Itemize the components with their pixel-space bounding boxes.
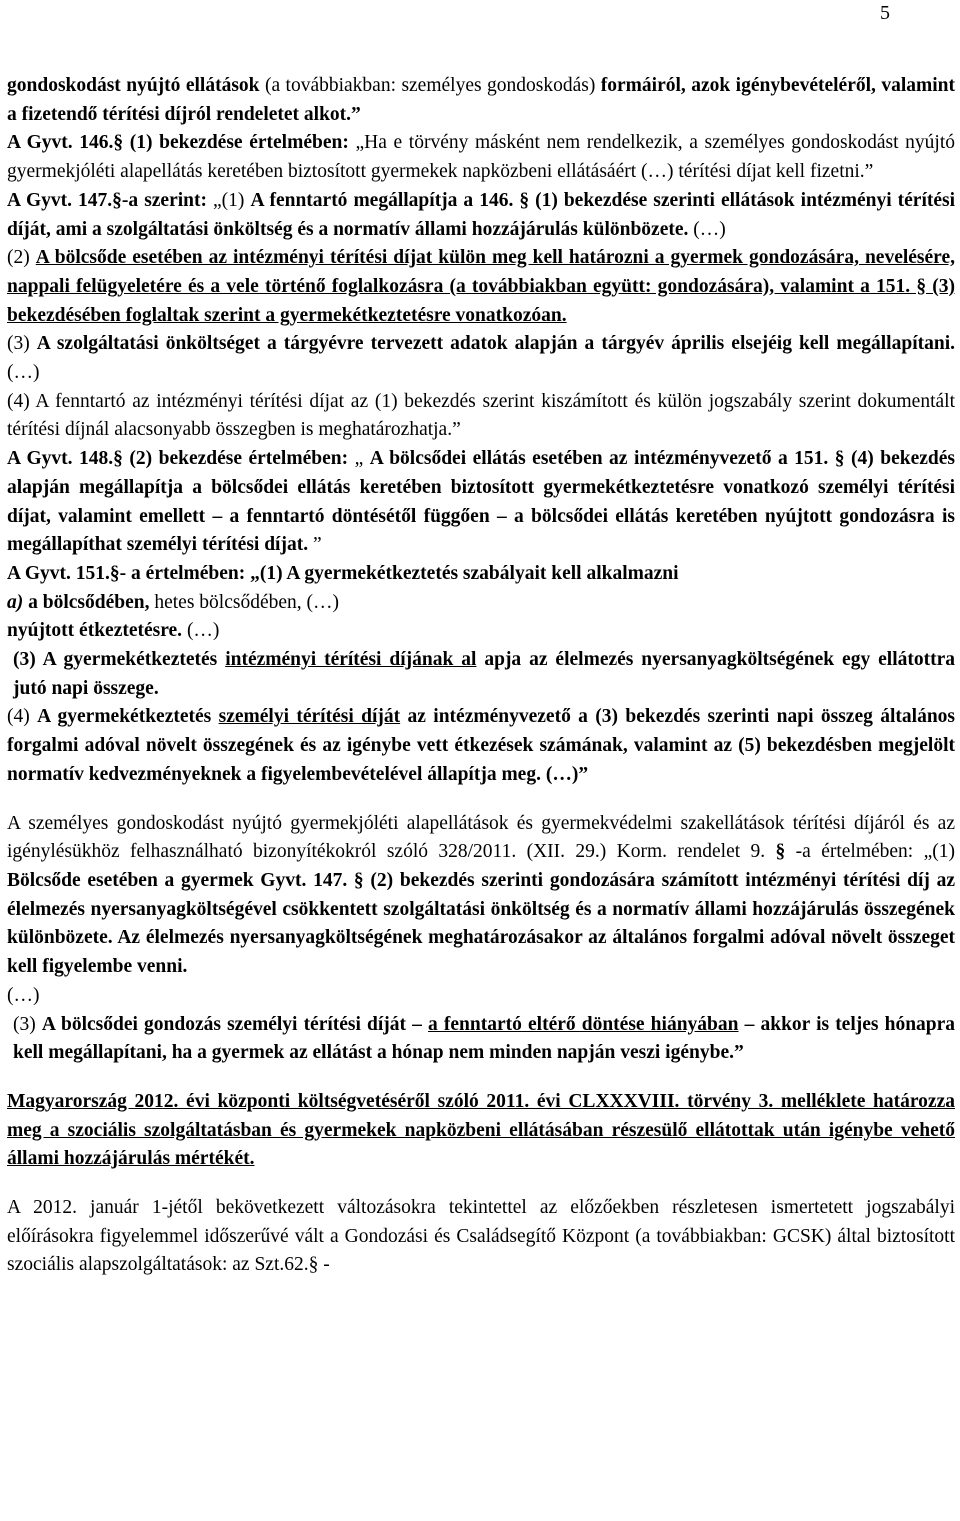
text-run: (a továbbiakban: személyes gondoskodás) xyxy=(264,75,596,96)
text-run: (4) A fenntartó az intézményi térítési díjat az (1) bekezdés szerint kiszámított és külön jogszabály szerint dokumentált térítési díjnál alacsonyabb összegben is meghatározhatja.” xyxy=(7,390,955,441)
text-run: A bölcsődei ellátás esetében az intézményvezető a 151. § (4) bekezdés alapján megállapítja a bölcsődei ellátás keretében biztosított gyermekétkeztetésre vonatkozó személyi térítési díjat, valamint emellett – a fenntartó döntésétől függően – a bölcsődei ellátás keretében nyújtott gondozásra is megállapíthat személyi térítési díjat. xyxy=(7,448,955,556)
text-run: Bölcsőde esetében a gyermek Gyvt. 147. § (2) bekezdés szerinti gondozására számított intézményi térítési díj az élelmezés nyersanyagköltségével csökkentett szolgáltatási önköltség és a normatív állami hozzájárulás összegének különbözete. Az élelmezés nyersanyagköltségének meghatározásakor az általános forgalmi adóval növelt összeget kell figyelembe venni. xyxy=(7,869,955,978)
text-run: – akkor is teljes hónapra kell megállapítani, ha a gyermek az ellátást a hónap nem minden napján veszi igénybe.” xyxy=(13,1013,956,1064)
paragraph-b7 xyxy=(7,445,955,560)
text-run: § xyxy=(775,841,786,863)
text-run: (…) xyxy=(186,620,220,642)
text-run: A szolgáltatási önköltséget a tárgyévre tervezett adatok alapján a tárgyév április elsejéig kell megállapítani. xyxy=(36,333,955,355)
text-run: a bölcsődében, xyxy=(28,591,150,613)
paragraph-gap xyxy=(7,790,955,810)
text-run: a) xyxy=(7,591,24,613)
text-run: formáiról, azok igénybevételéről, valamint a fizetendő térítési díjról rendeletet alkot.” xyxy=(7,75,956,125)
text-run: A gyermekétkeztetés xyxy=(37,706,212,728)
paragraph-b2 xyxy=(7,129,955,186)
text-run: (…) xyxy=(7,984,40,1006)
paragraph-b12 xyxy=(7,703,955,789)
paragraph-b6 xyxy=(7,388,955,445)
text-run: A bölcsőde esetében az intézményi térítési díjat külön meg kell határozni a gyermek gondozására, nevelésére, nappali felügyeletére és a vele történő foglalkozásra (a továbbiakban együtt: gondozására), valamint a 151. § (3) bekezdésében foglaltak szerint a gyermekétkeztetésre vonatkozóan. xyxy=(7,247,955,326)
text-run: A fenntartó megállapítja a 146. § (1) bekezdése szerinti ellátások intézményi térítési díját, ami a szolgáltatási önköltség és a normatív állami hozzájárulás különbözete. xyxy=(7,189,956,240)
text-run: személyi térítési díját xyxy=(218,706,401,728)
paragraph-b8 xyxy=(7,560,955,589)
text-run: „(1) xyxy=(213,189,245,211)
text-run: -a értelmében: „(1) xyxy=(795,841,955,863)
paragraph-b5 xyxy=(7,330,955,387)
text-run: (3) A gyermekétkeztetés xyxy=(13,649,218,671)
paragraph-b13 xyxy=(7,810,955,982)
paragraph-b4 xyxy=(7,244,955,330)
text-run: (…) xyxy=(693,218,726,240)
text-run: A Gyvt. 148.§ (2) bekezdése értelmében: xyxy=(7,448,349,470)
text-run: apja az élelmezés nyersanyagköltségének egy ellátottra jutó napi összege. xyxy=(13,649,956,699)
text-run: ” xyxy=(312,534,322,556)
paragraph-b16 xyxy=(7,1088,955,1174)
text-run: nyújtott étkeztetésre. xyxy=(7,620,183,642)
text-run: (…) xyxy=(7,362,40,384)
paragraph-b14 xyxy=(7,982,955,1011)
paragraph-gap xyxy=(7,1068,955,1088)
text-run: A bölcsődei gondozás személyi térítési díját – xyxy=(41,1013,422,1035)
text-run: (3) xyxy=(7,333,30,355)
text-run: intézményi térítési díjának al xyxy=(225,649,477,671)
paragraph-b15 xyxy=(7,1011,955,1068)
text-run: (3) xyxy=(13,1013,36,1035)
text-run: gondoskodást nyújtó ellátások xyxy=(7,75,260,96)
document-body xyxy=(7,72,955,1280)
text-run: „ xyxy=(354,448,364,470)
text-run: A 2012. január 1-jétől bekövetkezett változásokra tekintettel az előzőekben részletesen ismertetett jogszabályi előírásokra figyelemmel időszerűvé vált a Gondozási és Családsegítő Központ (a továbbiakban: GCSK) által biztosított szociális alapszolgáltatások: az Szt.62.§ - xyxy=(7,1197,955,1276)
text-run: hetes bölcsődében, (…) xyxy=(154,591,340,613)
paragraph-b3 xyxy=(7,187,955,244)
text-run: a fenntartó eltérő döntése hiányában xyxy=(428,1013,739,1035)
paragraph-b17 xyxy=(7,1194,955,1280)
text-run: „Ha e törvény másként nem rendelkezik, a személyes gondoskodást nyújtó gyermekjóléti alapellátás keretében biztosított gyermekek napközbeni ellátásáért (…) térítési díjat kell fizetni.” xyxy=(7,132,956,183)
text-run: (2) xyxy=(7,247,30,269)
text-run: (4) xyxy=(7,706,30,728)
paragraph-b1 xyxy=(7,72,955,129)
paragraph-gap xyxy=(7,1174,955,1194)
text-run: A Gyvt. 146.§ (1) bekezdése értelmében: xyxy=(7,132,349,154)
text-run: A személyes gondoskodást nyújtó gyermekjóléti alapellátások és gyermekvédelmi szakellátások térítési díjáról és az igénylésükhöz felhasználható bizonyítékokról szóló 328/2011. (XII. 29.) Korm. rendelet 9. xyxy=(7,812,955,863)
text-run: A Gyvt. 147.§-a szerint: xyxy=(7,189,207,211)
page-number: 5 xyxy=(880,2,890,24)
text-run: A Gyvt. 151.§- a értelmében: „(1) A gyermekétkeztetés szabályait kell alkalmazni xyxy=(7,562,679,584)
text-run: Magyarország 2012. évi központi költségvetéséről szóló 2011. évi CLXXXVIII. törvény 3. melléklete határozza meg a szociális szolgáltatásban és gyermekek napközbeni ellátásában részesülő ellátottak után igénybe vehető állami hozzájárulás mértékét. xyxy=(7,1090,955,1170)
text-run: az intézményvezető a (3) bekezdés szerinti napi összeg általános forgalmi adóval növelt összegének és az igénybe vett étkezések számának, valamint az (5) bekezdésben megjelölt normatív kedvezményeknek a figyelembevételével állapítja meg. (…)” xyxy=(7,706,955,785)
paragraph-b11 xyxy=(7,646,955,703)
paragraph-b9 xyxy=(7,589,955,618)
paragraph-b10 xyxy=(7,617,955,646)
